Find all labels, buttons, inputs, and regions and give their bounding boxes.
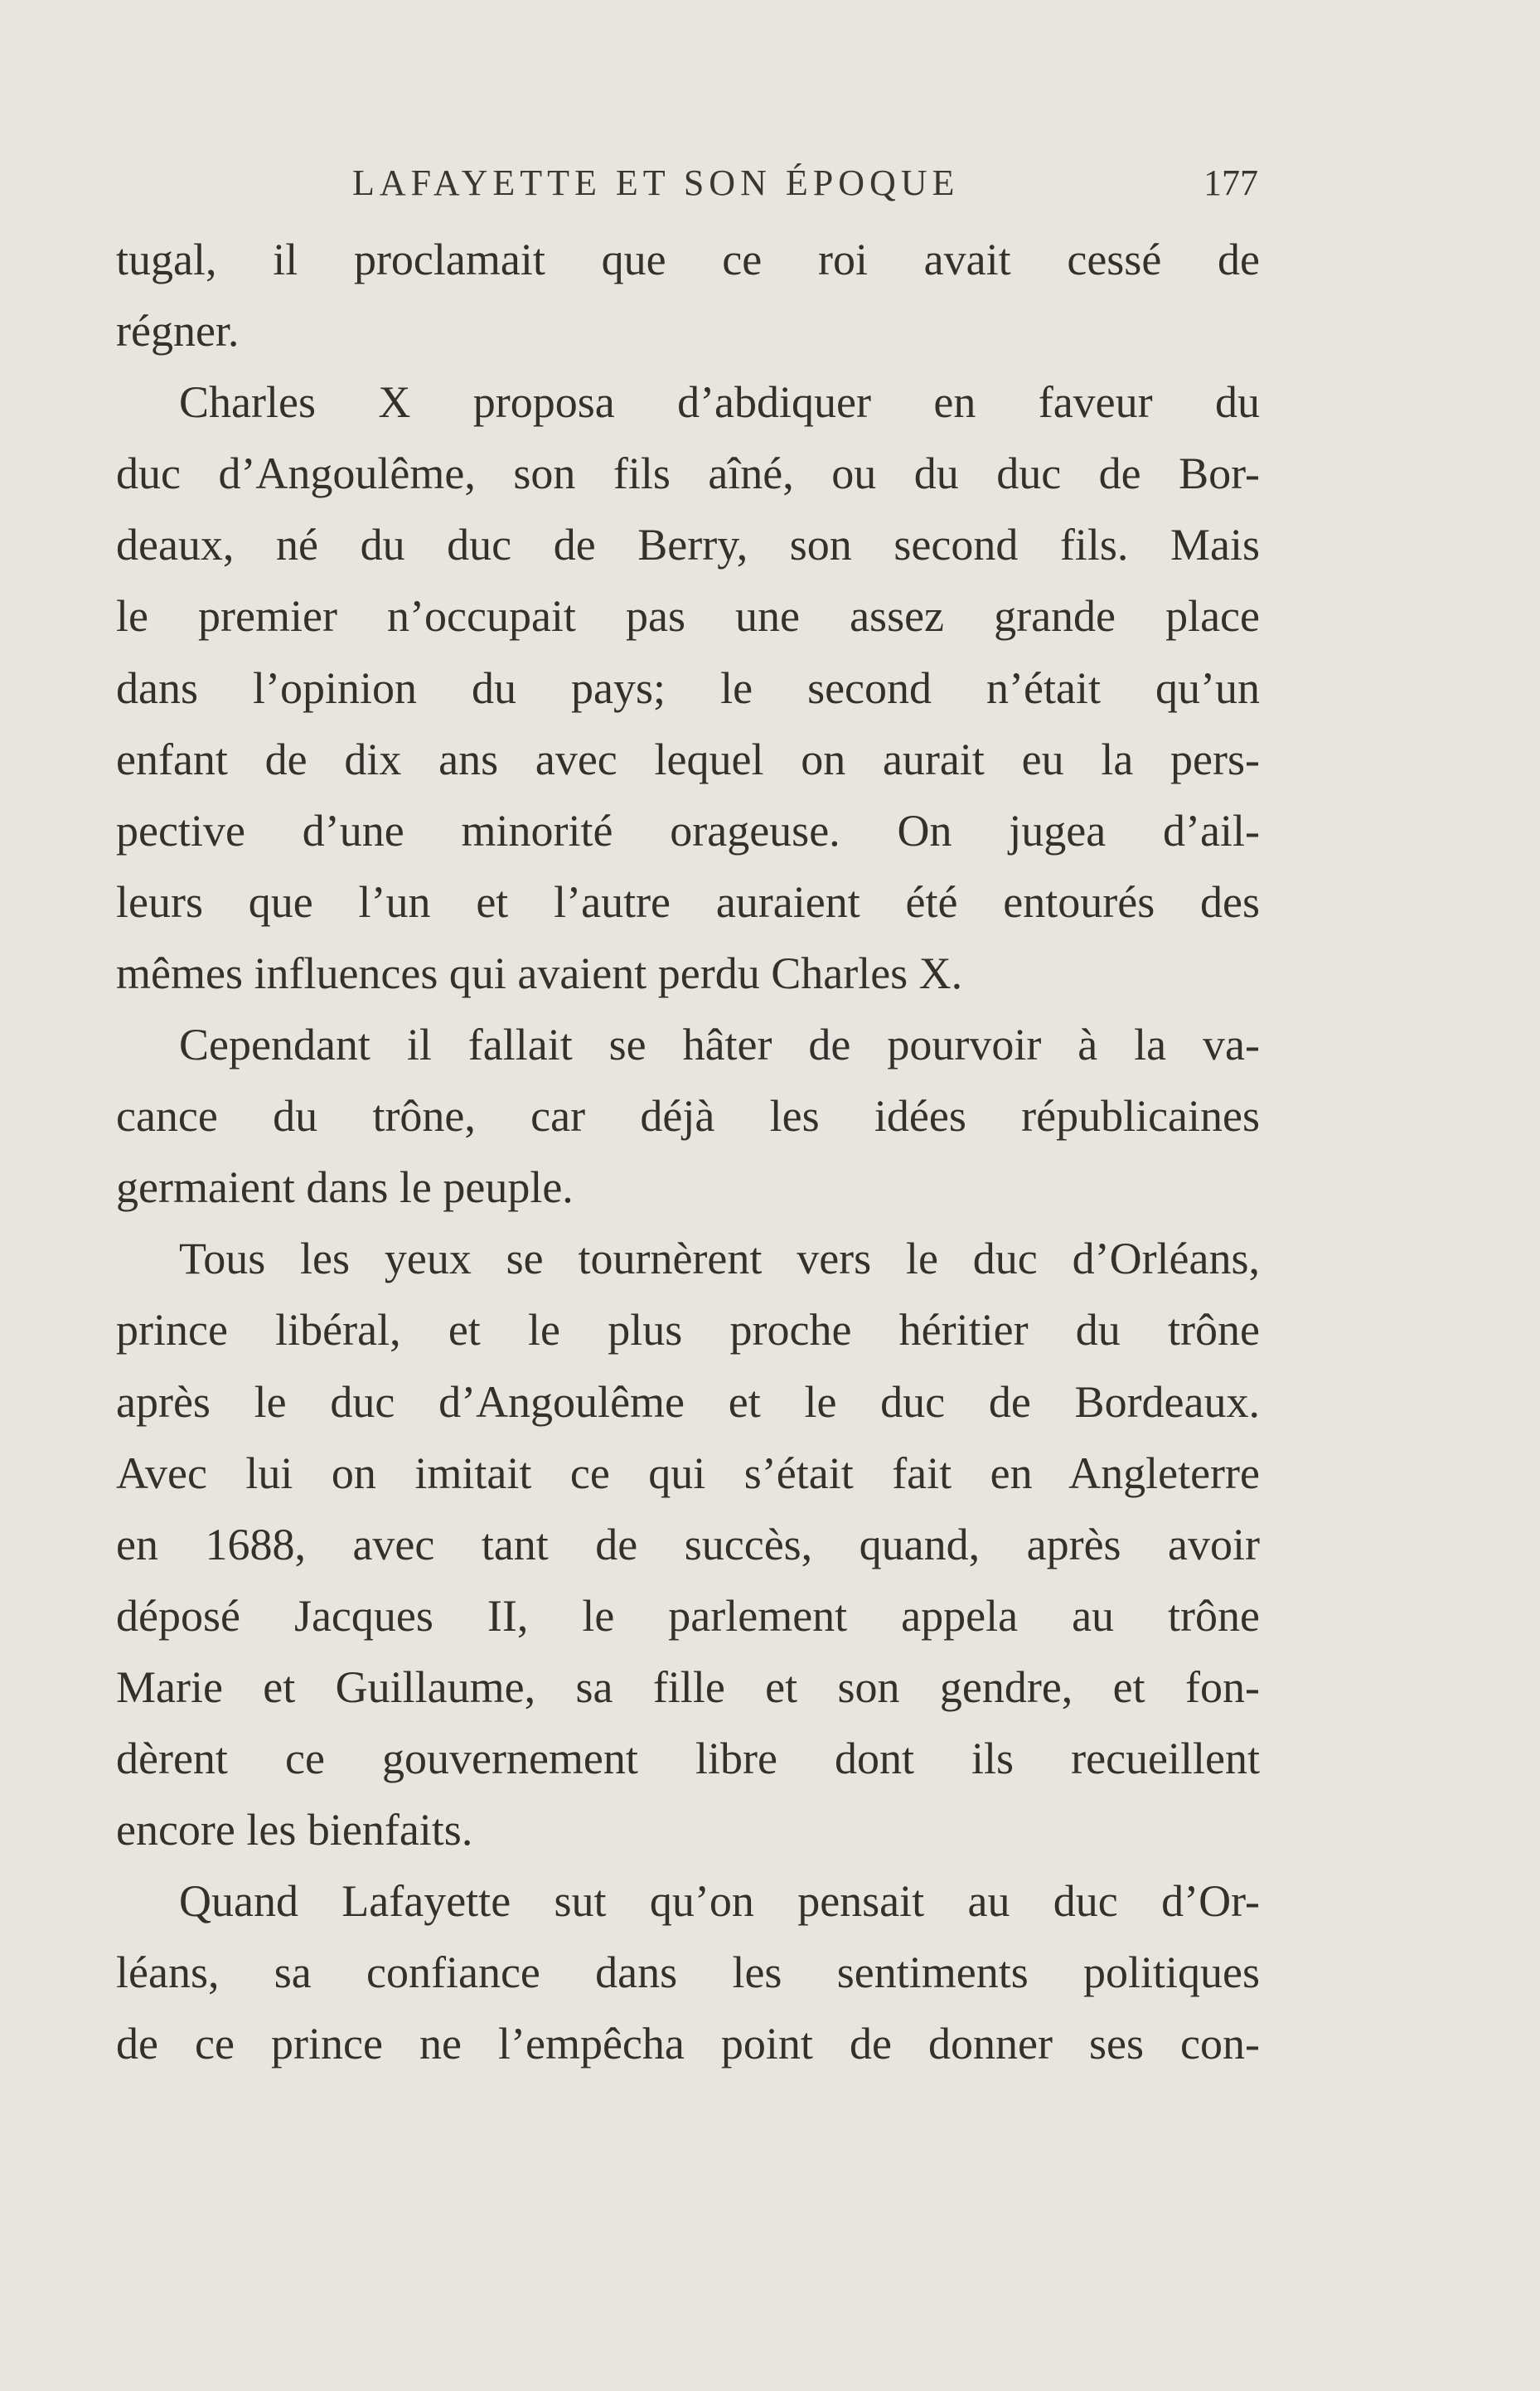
- text-line: duc d’Angoulême, son fils aîné, ou du duc de Bor-: [116, 449, 1260, 499]
- text-line: pective d’une minorité orageuse. On jugea d’ail-: [116, 805, 1260, 856]
- text-line: de ce prince ne l’empêcha point de donner ses con-: [116, 2019, 1260, 2069]
- running-title: LAFAYETTE ET SON ÉPOQUE: [352, 162, 960, 203]
- text-line: cance du trône, car déjà les idées républicaines: [116, 1091, 1260, 1142]
- text-line: deaux, né du duc de Berry, son second fils. Mais: [116, 520, 1260, 570]
- text-line: régner.: [116, 306, 240, 356]
- text-line: prince libéral, et le plus proche héritier du trône: [116, 1305, 1260, 1356]
- text-line: leurs que l’un et l’autre auraient été entourés des: [116, 876, 1260, 927]
- text-line: Quand Lafayette sut qu’on pensait au duc d’Or-: [179, 1876, 1260, 1927]
- text-line: Tous les yeux se tournèrent vers le duc d’Orléans,: [179, 1234, 1260, 1284]
- text-line: en 1688, avec tant de succès, quand, après avoir: [116, 1519, 1260, 1569]
- text-line: léans, sa confiance dans les sentiments politiques: [116, 1947, 1260, 1998]
- text-line: dans l’opinion du pays; le second n’était qu’un: [116, 662, 1260, 713]
- text-line: encore les bienfaits.: [116, 1805, 473, 1855]
- text-line: Avec lui on imitait ce qui s’était fait en Angleterre: [116, 1448, 1260, 1498]
- text-line: Marie et Guillaume, sa fille et son gendre, et fon-: [116, 1661, 1260, 1712]
- running-head: [116, 154, 1258, 212]
- text-line: germaient dans le peuple.: [116, 1162, 574, 1213]
- text-line: Cependant il fallait se hâter de pourvoir à la va-: [179, 1020, 1260, 1070]
- text-line: mêmes influences qui avaient perdu Charles X.: [116, 948, 963, 998]
- text-line: le premier n’occupait pas une assez grande place: [116, 591, 1260, 642]
- page-number: 177: [1203, 162, 1258, 203]
- text-line: déposé Jacques II, le parlement appela au trône: [116, 1590, 1260, 1641]
- text-line: enfant de dix ans avec lequel on aurait eu la pers-: [116, 734, 1260, 784]
- text-line: après le duc d’Angoulême et le duc de Bordeaux.: [116, 1376, 1260, 1427]
- body-text: [116, 224, 1260, 2079]
- text-line: tugal, il proclamait que ce roi avait cessé de: [116, 235, 1260, 284]
- text-line: Charles X proposa d’abdiquer en faveur du: [179, 377, 1260, 428]
- text-line: dèrent ce gouvernement libre dont ils recueillent: [116, 1733, 1260, 1783]
